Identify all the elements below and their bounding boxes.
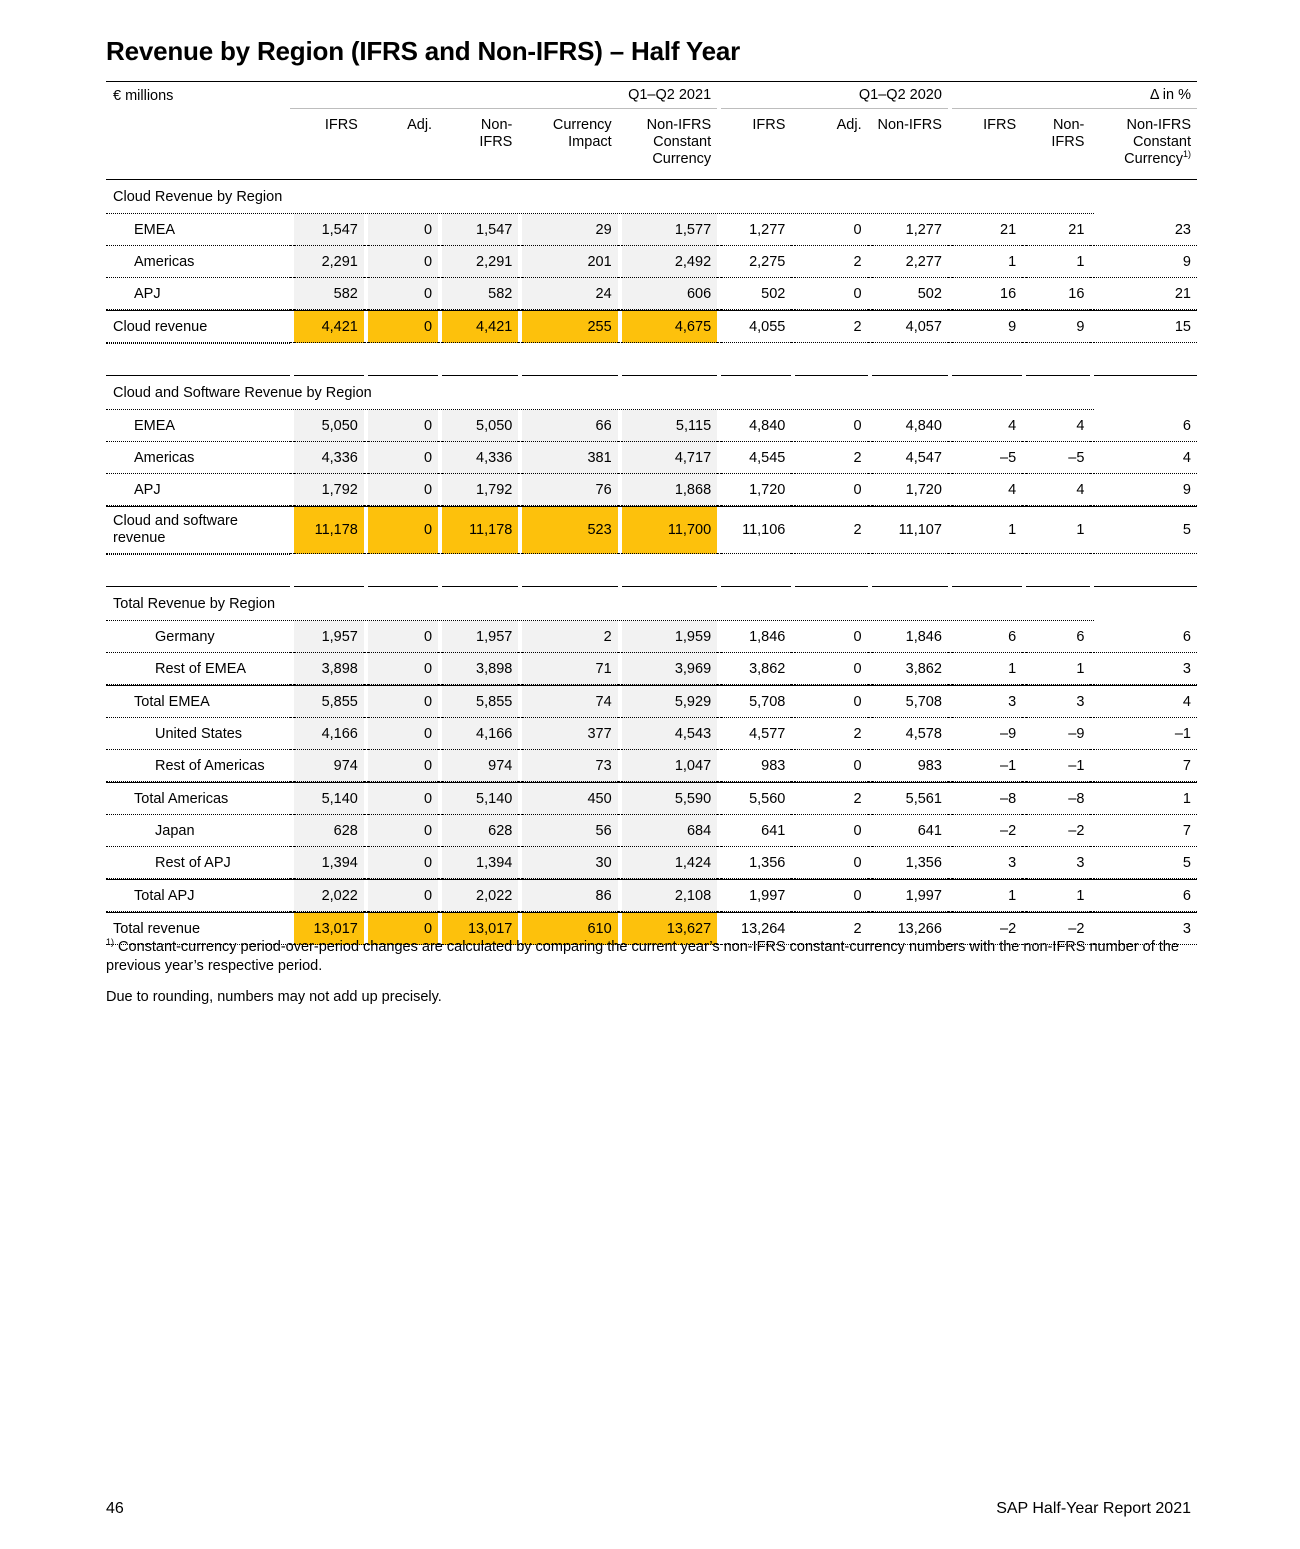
cell-prior-adj: 2	[795, 912, 867, 945]
cell-delta-ifrs: –9	[952, 718, 1022, 750]
cell-adj: 0	[368, 912, 438, 945]
cell-delta-ifrs: –1	[952, 750, 1022, 782]
col-prior-ifrs: IFRS	[721, 109, 791, 180]
cell-prior-adj: 2	[795, 718, 867, 750]
cell-ifrs: 1,547	[294, 214, 364, 246]
cell-currency-impact: 73	[522, 750, 617, 782]
cell-delta-constant-currency: 5	[1094, 847, 1197, 879]
cell-prior-non-ifrs: 983	[872, 750, 948, 782]
footnote	[106, 938, 1196, 976]
row-label: Americas	[106, 246, 290, 278]
cell-prior-ifrs: 1,997	[721, 879, 791, 912]
table-row-cs-total	[106, 506, 1197, 554]
cell-non-ifrs: 974	[442, 750, 518, 782]
cell-constant-currency: 3,969	[622, 653, 717, 685]
cell-adj: 0	[368, 718, 438, 750]
cell-non-ifrs: 4,336	[442, 442, 518, 474]
cell-currency-impact: 76	[522, 474, 617, 506]
report-name: SAP Half-Year Report 2021	[996, 1500, 1191, 1517]
cell-prior-ifrs: 5,560	[721, 782, 791, 815]
row-label: Total APJ	[106, 879, 290, 912]
cell-prior-non-ifrs: 11,107	[872, 506, 948, 554]
section-title: Cloud Revenue by Region	[106, 180, 1094, 214]
cell-prior-non-ifrs: 2,277	[872, 246, 948, 278]
cell-delta-ifrs: 9	[952, 310, 1022, 343]
cell-adj: 0	[368, 278, 438, 310]
col-delta-non-ifrs: Non- IFRS	[1026, 109, 1090, 180]
cell-delta-non-ifrs: 21	[1026, 214, 1090, 246]
row-label: Japan	[106, 815, 290, 847]
cell-delta-non-ifrs: 9	[1026, 310, 1090, 343]
cell-delta-ifrs: 4	[952, 474, 1022, 506]
cell-non-ifrs: 628	[442, 815, 518, 847]
cell-ifrs: 3,898	[294, 653, 364, 685]
cell-non-ifrs: 5,050	[442, 410, 518, 442]
cell-delta-ifrs: –2	[952, 912, 1022, 945]
cell-prior-non-ifrs: 4,840	[872, 410, 948, 442]
cell-delta-non-ifrs: 16	[1026, 278, 1090, 310]
cell-delta-non-ifrs: –5	[1026, 442, 1090, 474]
row-label: Cloud and software revenue	[106, 506, 290, 554]
cell-non-ifrs: 4,421	[442, 310, 518, 343]
cell-currency-impact: 29	[522, 214, 617, 246]
col-ifrs: IFRS	[294, 109, 364, 180]
row-label: APJ	[106, 278, 290, 310]
cell-prior-non-ifrs: 13,266	[872, 912, 948, 945]
cell-delta-constant-currency: 3	[1094, 912, 1197, 945]
cell-prior-ifrs: 4,545	[721, 442, 791, 474]
cell-currency-impact: 2	[522, 621, 617, 653]
cell-delta-non-ifrs: –8	[1026, 782, 1090, 815]
row-label: Rest of Americas	[106, 750, 290, 782]
cell-adj: 0	[368, 214, 438, 246]
cell-delta-constant-currency: 4	[1094, 685, 1197, 718]
cell-currency-impact: 610	[522, 912, 617, 945]
section-spacer	[106, 343, 1197, 376]
table-row-t-total-apj	[106, 879, 1197, 912]
cell-constant-currency: 2,492	[622, 246, 717, 278]
cell-delta-constant-currency: 9	[1094, 474, 1197, 506]
cell-adj: 0	[368, 474, 438, 506]
cell-delta-non-ifrs: 1	[1026, 653, 1090, 685]
table-row-cs-americas	[106, 442, 1197, 474]
cell-adj: 0	[368, 750, 438, 782]
cell-delta-non-ifrs: –1	[1026, 750, 1090, 782]
cell-adj: 0	[368, 310, 438, 343]
section-cloud	[106, 180, 1197, 214]
cell-delta-non-ifrs: 1	[1026, 246, 1090, 278]
footnote-marker: 1)	[1182, 149, 1191, 159]
section-title: Cloud and Software Revenue by Region	[106, 376, 1094, 410]
period-delta: Δ in %	[952, 82, 1197, 109]
cell-delta-non-ifrs: 4	[1026, 474, 1090, 506]
cell-delta-constant-currency: 7	[1094, 815, 1197, 847]
cell-prior-ifrs: 11,106	[721, 506, 791, 554]
unit-label: € millions	[113, 87, 174, 104]
cell-ifrs: 1,957	[294, 621, 364, 653]
table-row-t-rest-emea	[106, 653, 1197, 685]
revenue-by-region-table	[106, 81, 1197, 945]
row-label: Total revenue	[106, 912, 290, 945]
cell-delta-non-ifrs: 3	[1026, 685, 1090, 718]
cell-currency-impact: 74	[522, 685, 617, 718]
cell-ifrs: 2,022	[294, 879, 364, 912]
cell-prior-non-ifrs: 1,720	[872, 474, 948, 506]
cell-prior-ifrs: 5,708	[721, 685, 791, 718]
cell-delta-non-ifrs: –2	[1026, 912, 1090, 945]
table-row-cs-apj	[106, 474, 1197, 506]
cell-adj: 0	[368, 442, 438, 474]
footnote-text: Constant-currency period-over-period changes are calculated by comparing the current year’s non-IFRS constant-currency numbers with the non-IFRS number of the previous year’s respective period.	[106, 939, 1179, 974]
cell-ifrs: 5,140	[294, 782, 364, 815]
cell-currency-impact: 523	[522, 506, 617, 554]
cell-adj: 0	[368, 246, 438, 278]
cell-delta-ifrs: 1	[952, 653, 1022, 685]
cell-delta-non-ifrs: 6	[1026, 621, 1090, 653]
row-label: Rest of APJ	[106, 847, 290, 879]
page-title: Revenue by Region (IFRS and Non-IFRS) – Half Year	[106, 36, 741, 66]
cell-non-ifrs: 1,957	[442, 621, 518, 653]
cell-constant-currency: 4,675	[622, 310, 717, 343]
cell-delta-constant-currency: 6	[1094, 621, 1197, 653]
table-row-t-total-emea	[106, 685, 1197, 718]
table-row-cloud-apj	[106, 278, 1197, 310]
row-label: Rest of EMEA	[106, 653, 290, 685]
col-prior-non-ifrs: Non-IFRS	[872, 109, 948, 180]
table-row-cloud-emea	[106, 214, 1197, 246]
col-non-ifrs-constant-currency: Non-IFRS Constant Currency	[622, 109, 717, 180]
cell-prior-adj: 0	[795, 879, 867, 912]
cell-prior-adj: 0	[795, 278, 867, 310]
cell-delta-constant-currency: 21	[1094, 278, 1197, 310]
table-row-cs-emea	[106, 410, 1197, 442]
cell-delta-constant-currency: 1	[1094, 782, 1197, 815]
cell-prior-non-ifrs: 1,277	[872, 214, 948, 246]
cell-non-ifrs: 5,855	[442, 685, 518, 718]
cell-ifrs: 4,421	[294, 310, 364, 343]
cell-adj: 0	[368, 653, 438, 685]
table-row-cloud-americas	[106, 246, 1197, 278]
cell-delta-non-ifrs: 1	[1026, 506, 1090, 554]
cell-delta-ifrs: 3	[952, 685, 1022, 718]
header-columns-row	[106, 109, 1197, 180]
cell-delta-ifrs: –8	[952, 782, 1022, 815]
section-cloud-software	[106, 376, 1197, 410]
period-prior: Q1–Q2 2020	[721, 82, 948, 109]
col-adj: Adj.	[368, 109, 438, 180]
section-total	[106, 587, 1197, 621]
row-label: EMEA	[106, 410, 290, 442]
cell-prior-non-ifrs: 5,561	[872, 782, 948, 815]
cell-constant-currency: 5,929	[622, 685, 717, 718]
cell-constant-currency: 1,959	[622, 621, 717, 653]
rounding-note: Due to rounding, numbers may not add up precisely.	[106, 989, 442, 1005]
cell-adj: 0	[368, 815, 438, 847]
cell-prior-ifrs: 502	[721, 278, 791, 310]
cell-prior-adj: 0	[795, 410, 867, 442]
cell-delta-ifrs: 16	[952, 278, 1022, 310]
cell-constant-currency: 1,047	[622, 750, 717, 782]
cell-prior-ifrs: 1,277	[721, 214, 791, 246]
table-row-t-total-americas	[106, 782, 1197, 815]
cell-delta-constant-currency: 23	[1094, 214, 1197, 246]
cell-prior-adj: 2	[795, 246, 867, 278]
cell-delta-non-ifrs: 3	[1026, 847, 1090, 879]
cell-currency-impact: 381	[522, 442, 617, 474]
cell-prior-adj: 2	[795, 310, 867, 343]
cell-prior-non-ifrs: 4,057	[872, 310, 948, 343]
notes	[106, 938, 1196, 1019]
cell-ifrs: 13,017	[294, 912, 364, 945]
cell-non-ifrs: 2,291	[442, 246, 518, 278]
cell-delta-ifrs: 1	[952, 506, 1022, 554]
table-row-t-rest-americas	[106, 750, 1197, 782]
cell-delta-ifrs: 4	[952, 410, 1022, 442]
cell-prior-non-ifrs: 1,356	[872, 847, 948, 879]
cell-constant-currency: 4,543	[622, 718, 717, 750]
cell-delta-constant-currency: 6	[1094, 410, 1197, 442]
cell-non-ifrs: 1,547	[442, 214, 518, 246]
cell-delta-non-ifrs: –2	[1026, 815, 1090, 847]
col-delta-constant-currency: Non-IFRS Constant Currency$^{1)}$	[1094, 109, 1197, 180]
row-label: Cloud revenue	[106, 310, 290, 343]
cell-delta-constant-currency: –1	[1094, 718, 1197, 750]
cell-adj: 0	[368, 685, 438, 718]
cell-adj: 0	[368, 879, 438, 912]
cell-prior-ifrs: 2,275	[721, 246, 791, 278]
table-row-t-japan	[106, 815, 1197, 847]
cell-non-ifrs: 11,178	[442, 506, 518, 554]
cell-prior-ifrs: 1,720	[721, 474, 791, 506]
cell-prior-adj: 2	[795, 442, 867, 474]
cell-ifrs: 2,291	[294, 246, 364, 278]
cell-currency-impact: 56	[522, 815, 617, 847]
section-spacer	[106, 554, 1197, 587]
cell-prior-ifrs: 4,577	[721, 718, 791, 750]
table-row-t-us	[106, 718, 1197, 750]
row-label: Americas	[106, 442, 290, 474]
row-label: APJ	[106, 474, 290, 506]
cell-prior-non-ifrs: 1,846	[872, 621, 948, 653]
cell-non-ifrs: 5,140	[442, 782, 518, 815]
section-title: Total Revenue by Region	[106, 587, 1094, 621]
cell-non-ifrs: 2,022	[442, 879, 518, 912]
cell-prior-non-ifrs: 3,862	[872, 653, 948, 685]
cell-prior-ifrs: 4,055	[721, 310, 791, 343]
cell-prior-non-ifrs: 5,708	[872, 685, 948, 718]
cell-delta-constant-currency: 7	[1094, 750, 1197, 782]
cell-delta-non-ifrs: 4	[1026, 410, 1090, 442]
cell-ifrs: 4,166	[294, 718, 364, 750]
cell-ifrs: 11,178	[294, 506, 364, 554]
cell-constant-currency: 13,627	[622, 912, 717, 945]
cell-prior-adj: 0	[795, 815, 867, 847]
cell-delta-constant-currency: 9	[1094, 246, 1197, 278]
cell-delta-constant-currency: 6	[1094, 879, 1197, 912]
cell-constant-currency: 606	[622, 278, 717, 310]
cell-prior-ifrs: 4,840	[721, 410, 791, 442]
row-label: Total EMEA	[106, 685, 290, 718]
cell-delta-ifrs: –5	[952, 442, 1022, 474]
cell-prior-adj: 0	[795, 847, 867, 879]
cell-prior-adj: 0	[795, 653, 867, 685]
row-label: Germany	[106, 621, 290, 653]
cell-delta-ifrs: 6	[952, 621, 1022, 653]
cell-constant-currency: 2,108	[622, 879, 717, 912]
cell-non-ifrs: 13,017	[442, 912, 518, 945]
cell-ifrs: 4,336	[294, 442, 364, 474]
cell-constant-currency: 684	[622, 815, 717, 847]
col-prior-adj: Adj.	[795, 109, 867, 180]
cell-prior-adj: 0	[795, 750, 867, 782]
cell-currency-impact: 255	[522, 310, 617, 343]
cell-ifrs: 974	[294, 750, 364, 782]
cell-prior-ifrs: 13,264	[721, 912, 791, 945]
row-label: Total Americas	[106, 782, 290, 815]
cell-prior-ifrs: 641	[721, 815, 791, 847]
cell-prior-non-ifrs: 4,578	[872, 718, 948, 750]
cell-delta-ifrs: 1	[952, 246, 1022, 278]
cell-prior-adj: 0	[795, 621, 867, 653]
cell-non-ifrs: 3,898	[442, 653, 518, 685]
cell-delta-non-ifrs: –9	[1026, 718, 1090, 750]
cell-delta-ifrs: 3	[952, 847, 1022, 879]
cell-prior-adj: 2	[795, 506, 867, 554]
cell-non-ifrs: 4,166	[442, 718, 518, 750]
cell-adj: 0	[368, 621, 438, 653]
cell-non-ifrs: 1,394	[442, 847, 518, 879]
table-row-t-germany	[106, 621, 1197, 653]
footnote-marker: 1)	[106, 937, 115, 947]
cell-currency-impact: 377	[522, 718, 617, 750]
cell-delta-constant-currency: 5	[1094, 506, 1197, 554]
cell-prior-adj: 2	[795, 782, 867, 815]
cell-prior-adj: 0	[795, 685, 867, 718]
cell-prior-adj: 0	[795, 474, 867, 506]
cell-adj: 0	[368, 782, 438, 815]
cell-constant-currency: 1,424	[622, 847, 717, 879]
period-current: Q1–Q2 2021	[290, 82, 718, 109]
cell-non-ifrs: 582	[442, 278, 518, 310]
cell-delta-ifrs: –2	[952, 815, 1022, 847]
cell-prior-ifrs: 1,846	[721, 621, 791, 653]
cell-adj: 0	[368, 410, 438, 442]
cell-currency-impact: 66	[522, 410, 617, 442]
cell-adj: 0	[368, 847, 438, 879]
cell-delta-non-ifrs: 1	[1026, 879, 1090, 912]
cell-prior-adj: 0	[795, 214, 867, 246]
cell-constant-currency: 5,590	[622, 782, 717, 815]
table-row-t-rest-apj	[106, 847, 1197, 879]
cell-prior-non-ifrs: 641	[872, 815, 948, 847]
cell-ifrs: 1,394	[294, 847, 364, 879]
cell-prior-ifrs: 1,356	[721, 847, 791, 879]
cell-delta-constant-currency: 15	[1094, 310, 1197, 343]
cell-ifrs: 5,855	[294, 685, 364, 718]
cell-prior-non-ifrs: 4,547	[872, 442, 948, 474]
cell-currency-impact: 71	[522, 653, 617, 685]
col-non-ifrs: Non- IFRS	[442, 109, 518, 180]
cell-delta-ifrs: 1	[952, 879, 1022, 912]
cell-constant-currency: 1,868	[622, 474, 717, 506]
cell-currency-impact: 450	[522, 782, 617, 815]
header-period-row	[106, 82, 1197, 109]
cell-constant-currency: 4,717	[622, 442, 717, 474]
cell-ifrs: 628	[294, 815, 364, 847]
cell-prior-ifrs: 3,862	[721, 653, 791, 685]
col-currency-impact: Currency Impact	[522, 109, 617, 180]
cell-delta-constant-currency: 3	[1094, 653, 1197, 685]
page-number: 46	[106, 1500, 124, 1517]
cell-ifrs: 1,792	[294, 474, 364, 506]
cell-constant-currency: 11,700	[622, 506, 717, 554]
cell-ifrs: 582	[294, 278, 364, 310]
table-row-cloud-total	[106, 310, 1197, 343]
cell-non-ifrs: 1,792	[442, 474, 518, 506]
cell-delta-constant-currency: 4	[1094, 442, 1197, 474]
cell-constant-currency: 1,577	[622, 214, 717, 246]
cell-prior-ifrs: 983	[721, 750, 791, 782]
cell-prior-non-ifrs: 1,997	[872, 879, 948, 912]
col-delta-ifrs: IFRS	[952, 109, 1022, 180]
cell-currency-impact: 24	[522, 278, 617, 310]
row-label: EMEA	[106, 214, 290, 246]
cell-currency-impact: 30	[522, 847, 617, 879]
cell-prior-non-ifrs: 502	[872, 278, 948, 310]
cell-currency-impact: 201	[522, 246, 617, 278]
cell-ifrs: 5,050	[294, 410, 364, 442]
cell-delta-ifrs: 21	[952, 214, 1022, 246]
cell-adj: 0	[368, 506, 438, 554]
cell-currency-impact: 86	[522, 879, 617, 912]
row-label: United States	[106, 718, 290, 750]
cell-constant-currency: 5,115	[622, 410, 717, 442]
